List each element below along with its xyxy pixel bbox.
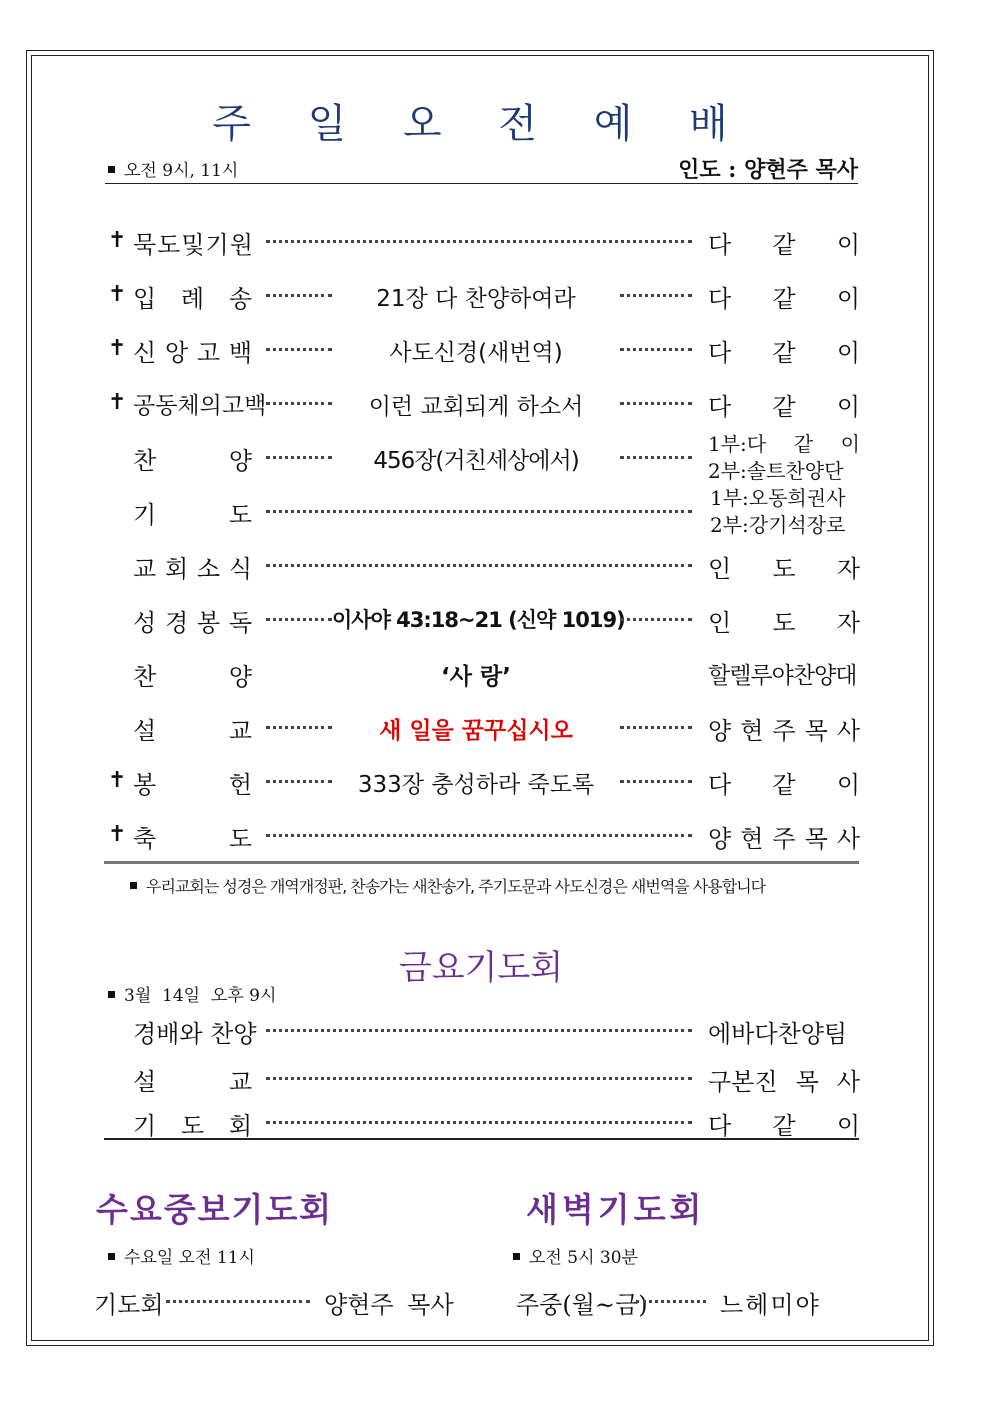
- friday-right: 구본진 목 사: [708, 1068, 860, 1096]
- leader-dots: [620, 348, 692, 351]
- order-right-second: 2부:솔트찬양단: [708, 459, 844, 483]
- scripture-reading: 이사야 43:18~21 (신약 1019): [332, 608, 625, 632]
- cross-icon: ✝: [108, 822, 127, 847]
- friday-label: 설 교: [133, 1068, 252, 1096]
- cross-icon: ✝: [108, 336, 127, 361]
- order-center: 이런 교회되게 하소서: [368, 394, 584, 420]
- leader-dots: [266, 726, 332, 729]
- order-right-second: 2부:강기석장로: [710, 513, 846, 537]
- order-right-first: 1부:오동희권사: [710, 486, 846, 510]
- order-label: 찬 양: [133, 447, 252, 475]
- dawn-time-line: [513, 1243, 638, 1268]
- bullet-icon: [130, 882, 137, 889]
- sunday-time-line: [108, 156, 238, 181]
- leader-dots: [266, 1121, 692, 1124]
- order-label: 설 교: [133, 717, 252, 745]
- friday-right: 에바다찬양팀: [708, 1020, 848, 1048]
- header-underline: [105, 183, 858, 184]
- order-right: 양 현 주 목 사: [708, 717, 860, 745]
- order-right: 다 같 이: [708, 285, 860, 313]
- leader-dots: [620, 780, 692, 783]
- order-label: 공동체의고백: [133, 393, 267, 419]
- order-label: 찬 양: [133, 663, 252, 691]
- leader-dots: [266, 510, 692, 513]
- leader-dots: [266, 1029, 692, 1032]
- wednesday-label: 기도회: [94, 1291, 164, 1319]
- wednesday-time-line: [108, 1243, 255, 1268]
- order-right: 다 같 이: [708, 339, 860, 367]
- leader-dots: [266, 780, 332, 783]
- cross-icon: ✝: [108, 228, 127, 253]
- friday-title: 금요기도회: [398, 948, 564, 988]
- leader-dots: [266, 618, 332, 621]
- dawn-label: 주중(월~금): [516, 1291, 648, 1319]
- wednesday-title: 수요중보기도회: [96, 1190, 334, 1229]
- bullet-icon: [108, 166, 115, 173]
- order-right: 인 도 자: [708, 609, 860, 637]
- leader-dots: [266, 564, 692, 567]
- order-right: 할렐루야찬양대: [708, 663, 857, 689]
- order-center: 21장 다 찬양하여라: [376, 286, 576, 312]
- anthem-title: ‘사 랑’: [441, 664, 511, 690]
- bullet-icon: [513, 1253, 520, 1260]
- dawn-title: 새벽기도회: [526, 1190, 706, 1229]
- leader-dots: [620, 618, 692, 621]
- order-label: 입 례 송: [133, 285, 252, 313]
- leader-dots: [266, 1077, 692, 1080]
- order-right: 다 같 이: [708, 771, 860, 799]
- leader-dots: [266, 834, 692, 837]
- order-label: 축 도: [133, 825, 252, 853]
- order-center: 333장 충성하라 죽도록: [357, 772, 595, 798]
- leader-dots: [166, 1300, 310, 1303]
- translation-note: 우리교회는 성경은 개역개정판, 찬송가는 새찬송가, 주기도문과 사도신경은 새번역을 사용합니다: [146, 877, 766, 896]
- friday-time: 3월 14일 오후 9시: [124, 986, 277, 1006]
- leader-dots: [266, 348, 332, 351]
- section-divider: [104, 861, 859, 864]
- sunday-time: 오전 9시, 11시: [124, 161, 239, 181]
- order-right: 다 같 이: [708, 393, 860, 421]
- friday-label: 경배와 찬양: [133, 1020, 257, 1048]
- order-label: 기 도: [133, 501, 252, 529]
- cross-icon: ✝: [108, 282, 127, 307]
- sermon-title: 새 일을 꿈꾸십시오: [379, 718, 573, 744]
- leader-dots: [266, 294, 332, 297]
- leader-dots: [620, 726, 692, 729]
- order-center: 456장(거친세상에서): [373, 448, 579, 474]
- leader-dots: [266, 456, 332, 459]
- dawn-time: 오전 5시 30분: [529, 1248, 638, 1268]
- order-right-first: 1부:다 같 이: [708, 432, 860, 456]
- section-divider: [104, 1138, 859, 1140]
- translation-note-line: [130, 874, 765, 897]
- leader-dots: [620, 294, 692, 297]
- leader-dots: [620, 456, 692, 459]
- dawn-right: 느헤미야: [720, 1291, 821, 1319]
- order-right: 양 현 주 목 사: [708, 825, 860, 853]
- friday-right: 다 같 이: [708, 1112, 860, 1140]
- bullet-icon: [108, 1253, 115, 1260]
- leader-dots: [636, 1300, 706, 1303]
- order-right: 인 도 자: [708, 555, 860, 583]
- order-right: 다 같 이: [708, 231, 860, 259]
- friday-time-line: [108, 981, 276, 1006]
- cross-icon: ✝: [108, 390, 127, 415]
- sunday-title: 주 일 오 전 예 배: [212, 101, 750, 147]
- wednesday-right: 양현주 목사: [324, 1291, 454, 1319]
- order-center: 사도신경(새번역): [389, 340, 563, 366]
- order-label: 교 회 소 식: [133, 555, 252, 583]
- cross-icon: ✝: [108, 768, 127, 793]
- sunday-leader: 인도 : 양현주 목사: [678, 157, 858, 183]
- wednesday-time: 수요일 오전 11시: [124, 1248, 255, 1268]
- friday-label: 기 도 회: [133, 1112, 252, 1140]
- order-label: 묵도및기원: [133, 231, 254, 259]
- order-label: 성 경 봉 독: [133, 609, 252, 637]
- bullet-icon: [108, 991, 115, 998]
- order-label: 신 앙 고 백: [133, 339, 252, 367]
- leader-dots: [266, 240, 692, 243]
- order-label: 봉 헌: [133, 771, 252, 799]
- leader-dots: [266, 402, 332, 405]
- leader-dots: [620, 402, 692, 405]
